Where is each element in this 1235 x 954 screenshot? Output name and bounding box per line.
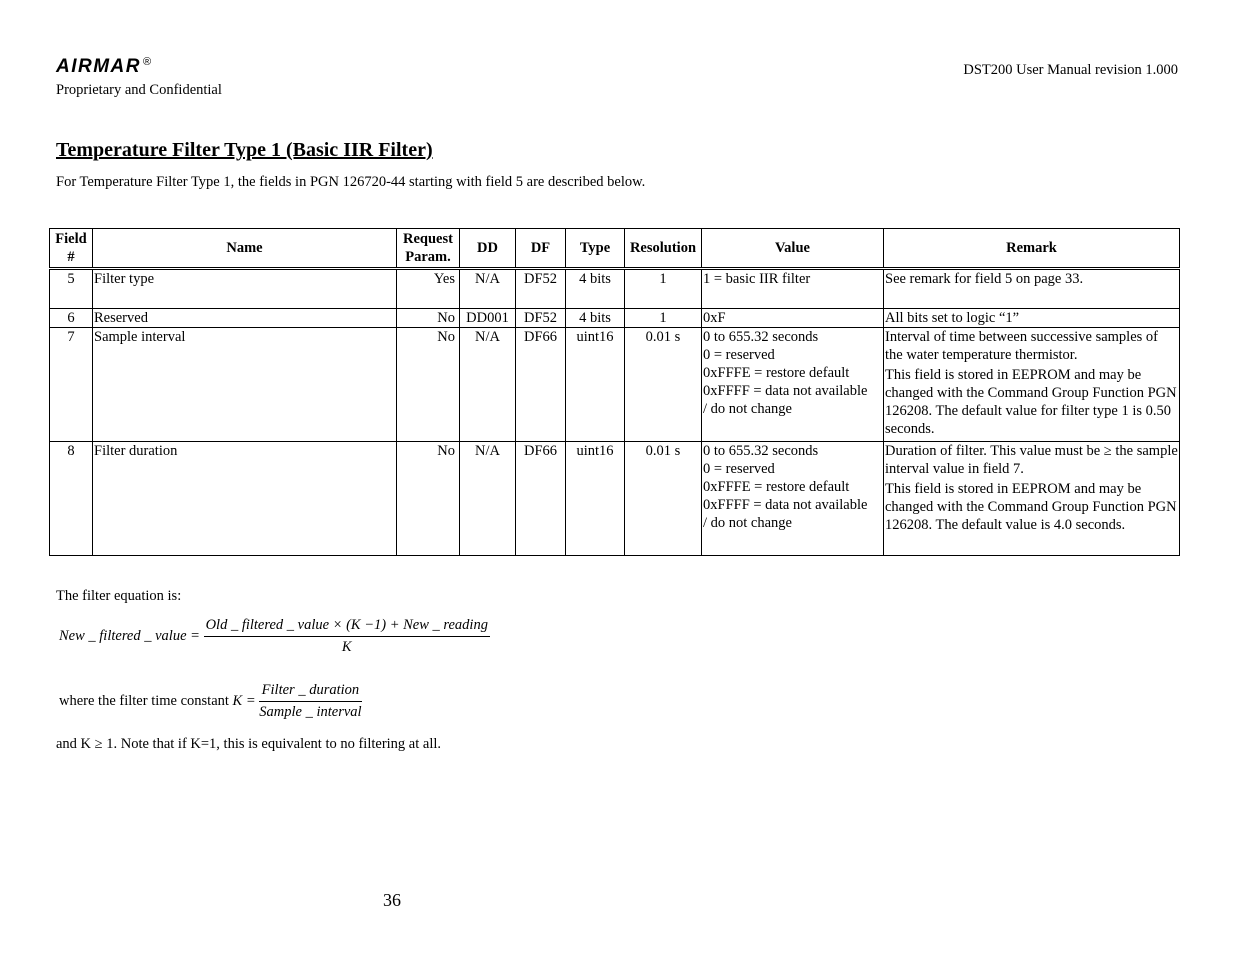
cell-field: 6 bbox=[50, 309, 93, 328]
time-constant-denominator: Sample _ interval bbox=[259, 704, 362, 720]
cell-name: Filter duration bbox=[93, 442, 397, 556]
cell-remark: See remark for field 5 on page 33. bbox=[884, 269, 1180, 309]
header-type: Type bbox=[566, 229, 625, 269]
cell-dd: N/A bbox=[460, 328, 516, 442]
cell-type: uint16 bbox=[566, 442, 625, 556]
cell-remark: All bits set to logic “1” bbox=[884, 309, 1180, 328]
section-intro: For Temperature Filter Type 1, the fields in PGN 126720-44 starting with field 5 are described below. bbox=[56, 174, 646, 190]
filter-equation bbox=[59, 617, 490, 656]
cell-resolution: 0.01 s bbox=[625, 328, 702, 442]
confidentiality-label: Proprietary and Confidential bbox=[56, 82, 222, 98]
header-name: Name bbox=[93, 229, 397, 269]
cell-type: uint16 bbox=[566, 328, 625, 442]
header-dd: DD bbox=[460, 229, 516, 269]
cell-dd: N/A bbox=[460, 269, 516, 309]
cell-value: 1 = basic IIR filter bbox=[702, 269, 884, 309]
header-request-param: Request Param. bbox=[397, 229, 460, 269]
cell-request: Yes bbox=[397, 269, 460, 309]
header-resolution: Resolution bbox=[625, 229, 702, 269]
registered-mark: ® bbox=[143, 56, 153, 68]
document-revision: DST200 User Manual revision 1.000 bbox=[963, 62, 1178, 78]
time-constant-fraction bbox=[259, 682, 361, 721]
cell-dd: DD001 bbox=[460, 309, 516, 328]
table-row bbox=[50, 309, 1180, 328]
time-constant-numerator: Filter _ duration bbox=[259, 682, 361, 702]
field-table bbox=[49, 228, 1180, 556]
equation-fraction bbox=[204, 617, 490, 656]
header-df: DF bbox=[516, 229, 566, 269]
cell-name: Reserved bbox=[93, 309, 397, 328]
time-constant-symbol: K = bbox=[232, 692, 256, 709]
cell-df: DF52 bbox=[516, 309, 566, 328]
cell-remark: Interval of time between successive samples of the water temperature thermistor. This field is stored in EEPROM and may be changed with the Command Group Function PGN 126208. The default value for filter type 1 is 0.50 seconds. bbox=[884, 328, 1180, 442]
header-value: Value bbox=[702, 229, 884, 269]
section-title: Temperature Filter Type 1 (Basic IIR Filter) bbox=[56, 139, 433, 161]
table-header-row bbox=[50, 229, 1180, 269]
cell-df: DF66 bbox=[516, 328, 566, 442]
equation-denominator: K bbox=[341, 639, 352, 655]
cell-request: No bbox=[397, 309, 460, 328]
cell-name: Sample interval bbox=[93, 328, 397, 442]
time-constant-prefix: where the filter time constant bbox=[59, 692, 229, 709]
cell-dd: N/A bbox=[460, 442, 516, 556]
cell-field: 5 bbox=[50, 269, 93, 309]
equation-lhs: New _ filtered _ value = bbox=[59, 627, 200, 644]
cell-name: Filter type bbox=[93, 269, 397, 309]
header-field: Field # bbox=[50, 229, 93, 269]
cell-df: DF52 bbox=[516, 269, 566, 309]
cell-request: No bbox=[397, 442, 460, 556]
cell-field: 7 bbox=[50, 328, 93, 442]
cell-type: 4 bits bbox=[566, 309, 625, 328]
cell-value: 0xF bbox=[702, 309, 884, 328]
cell-remark: Duration of filter. This value must be ≥ the sample interval value in field 7. This field is stored in EEPROM and may be changed with the Command Group Function PGN 126208. The default value is 4.0 seconds. bbox=[884, 442, 1180, 556]
cell-value: 0 to 655.32 seconds 0 = reserved 0xFFFE = restore default 0xFFFF = data not available / do not change bbox=[702, 442, 884, 556]
equation-numerator: Old _ filtered _ value × (K −1) + New _ reading bbox=[204, 617, 490, 637]
cell-resolution: 1 bbox=[625, 309, 702, 328]
table-row bbox=[50, 269, 1180, 309]
equation-note: and K ≥ 1. Note that if K=1, this is equivalent to no filtering at all. bbox=[56, 736, 442, 752]
cell-resolution: 0.01 s bbox=[625, 442, 702, 556]
time-constant-equation bbox=[59, 682, 362, 721]
table-row bbox=[50, 442, 1180, 556]
cell-value: 0 to 655.32 seconds 0 = reserved 0xFFFE = restore default 0xFFFF = data not available / do not change bbox=[702, 328, 884, 442]
cell-request: No bbox=[397, 328, 460, 442]
cell-field: 8 bbox=[50, 442, 93, 556]
table-row bbox=[50, 328, 1180, 442]
equation-label: The filter equation is: bbox=[56, 588, 182, 604]
header-remark: Remark bbox=[884, 229, 1180, 269]
airmar-logo: AIRMAR ® bbox=[56, 56, 153, 77]
cell-resolution: 1 bbox=[625, 269, 702, 309]
cell-type: 4 bits bbox=[566, 269, 625, 309]
cell-df: DF66 bbox=[516, 442, 566, 556]
page-number: 36 bbox=[383, 890, 401, 910]
